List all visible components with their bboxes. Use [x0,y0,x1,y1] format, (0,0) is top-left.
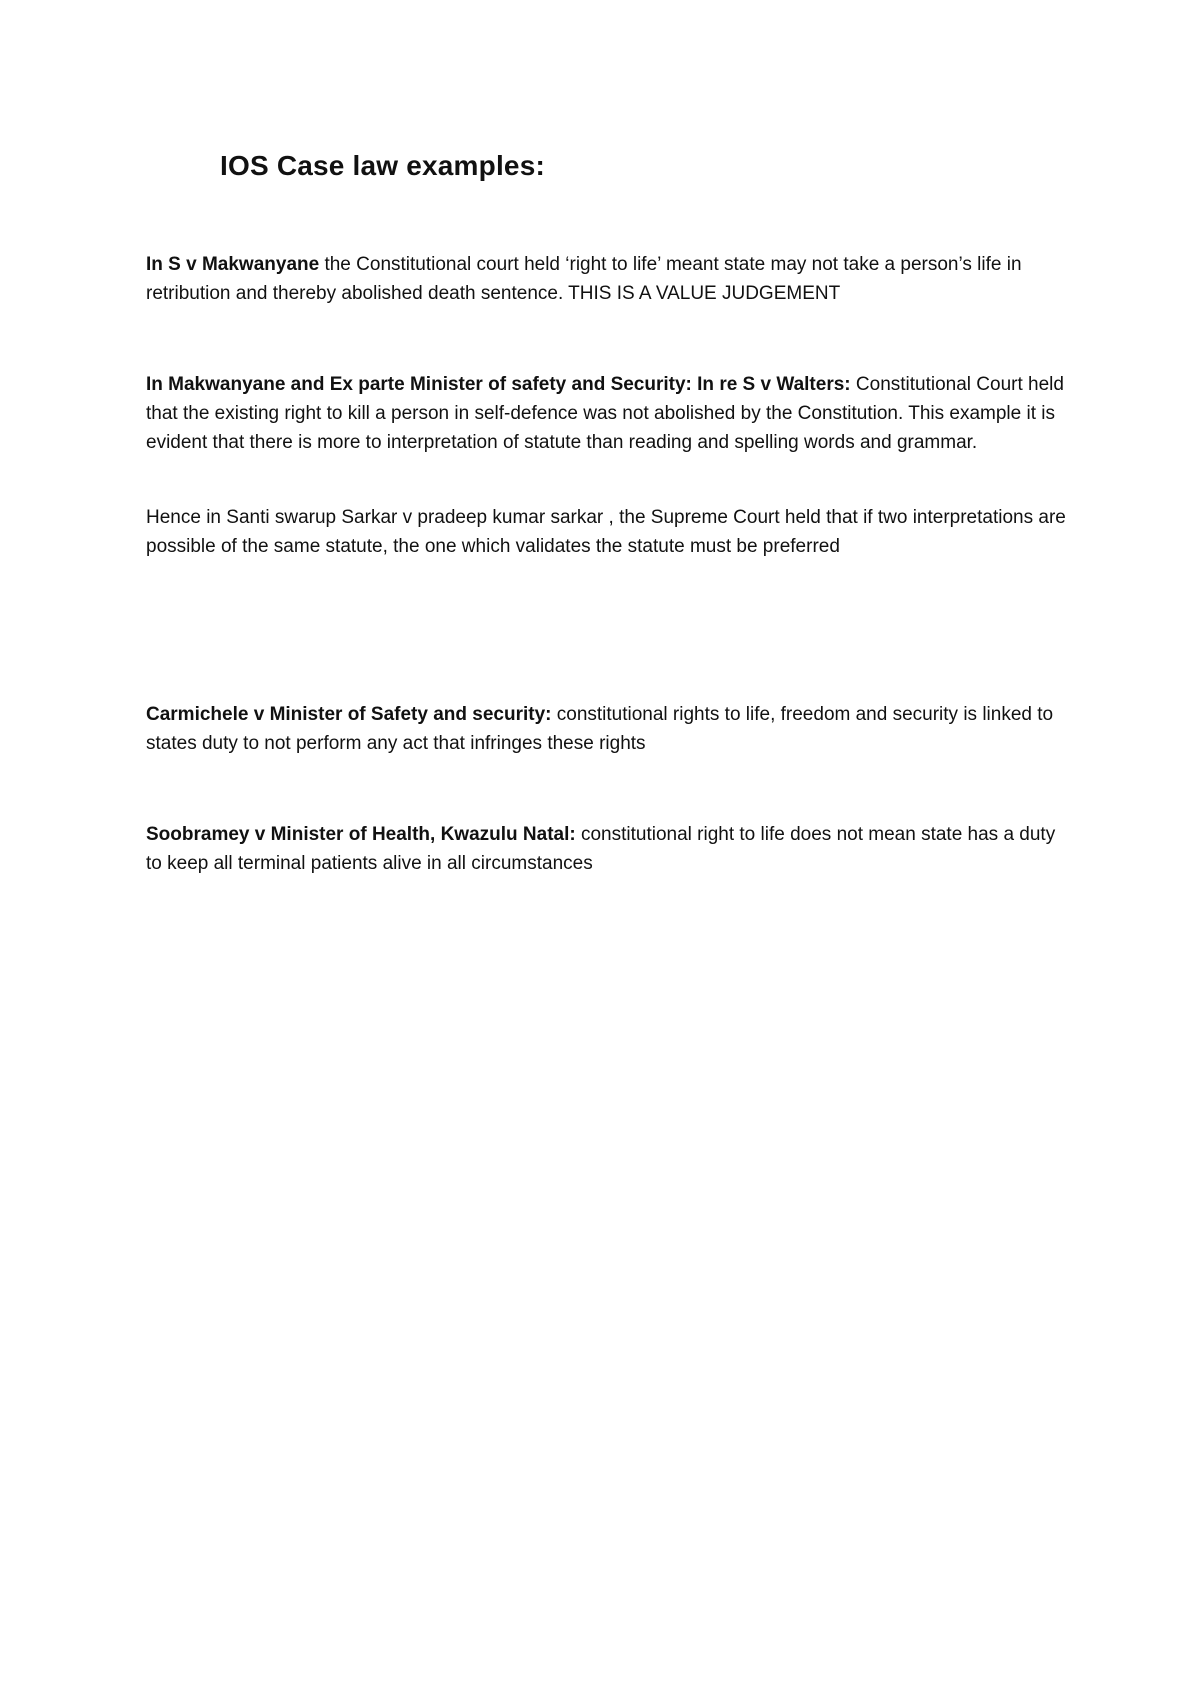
case-name: Carmichele v Minister of Safety and security: [146,704,552,725]
case-name: In S v Makwanyane [146,254,320,275]
case-paragraph-walters [146,370,1076,457]
case-summary: constitutional rights to life, freedom and security is linked to states duty to not perform any act that infringes these rights [146,704,1054,754]
case-summary: the Constitutional court held ‘right to life’ meant state may not take a person’s life in retribution and thereby abolished death sentence. THIS IS A VALUE JUDGEMENT [146,254,1022,304]
document-title: IOS Case law examples: [220,150,546,181]
case-paragraph-carmichele [146,700,1076,758]
case-paragraph-sarkar [146,503,1076,561]
case-summary: Hence in Santi swarup Sarkar v pradeep kumar sarkar , the Supreme Court held that if two interpretations are possible of the same statute, the one which validates the statute must be preferred [146,507,1066,557]
case-summary: Constitutional Court held that the existing right to kill a person in self-defence was not abolished by the Constitution. This example it is evident that there is more to interpretation of statute than reading and spelling words and grammar. [146,374,1064,453]
case-name: In Makwanyane and Ex parte Minister of safety and Security: In re S v Walters: [146,374,851,395]
case-paragraph-makwanyane [146,250,1076,308]
case-paragraph-soobramey [146,820,1076,878]
case-summary: constitutional right to life does not mean state has a duty to keep all terminal patients alive in all circumstances [146,824,1056,874]
case-name: Soobramey v Minister of Health, Kwazulu Natal: [146,824,576,845]
